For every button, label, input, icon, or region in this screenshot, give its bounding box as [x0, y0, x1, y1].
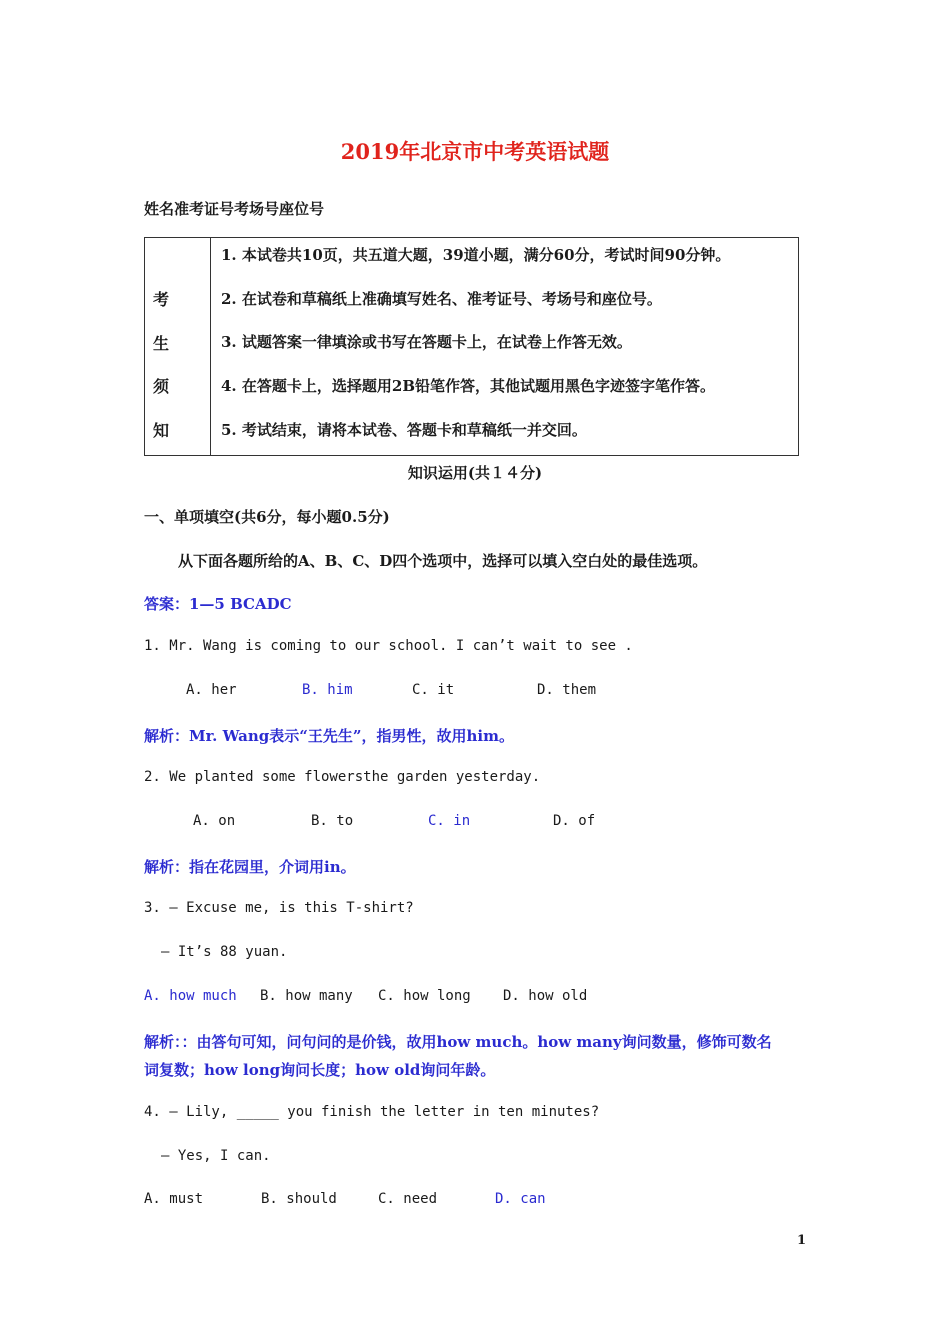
option: A. her: [186, 682, 237, 698]
question-stem: 2. We planted some flowersthe garden yesterday.: [144, 769, 541, 785]
notice-label-char: 生: [153, 334, 170, 353]
notice-item: 3. 试题答案一律填涂或书写在答题卡上，在试卷上作答无效。: [221, 333, 632, 351]
question-stem: 3. — Excuse me, is this T-shirt?: [144, 900, 414, 916]
analysis-text: 解析：：由答句可知，问句问的是价钱，故用how much。how many询问数量，修饰可数名: [144, 1033, 772, 1051]
answer-key: 答案：1—5 BCADC: [144, 595, 292, 613]
notice-item: 1. 本试卷共10页，共五道大题，39道小题，满分60分，考试时间90分钟。: [221, 246, 731, 264]
notice-label-char: 须: [153, 377, 170, 396]
option-correct: D. can: [495, 1191, 546, 1207]
option: B. to: [311, 813, 354, 829]
part-title: 一、单项填空(共6分，每小题0.5分): [144, 508, 390, 526]
analysis-text: 解析：指在花园里，介词用in。: [144, 858, 356, 876]
option: A. must: [144, 1191, 204, 1207]
option: C. how long: [378, 988, 471, 1004]
notice-label-char: 知: [153, 421, 170, 440]
notice-item: 5. 考试结束，请将本试卷、答题卡和草稿纸一并交回。: [221, 421, 587, 439]
option: B. how many: [260, 988, 353, 1004]
notice-item: 2. 在试卷和草稿纸上准确填写姓名、准考证号、考场号和座位号。: [221, 290, 662, 308]
candidate-info-line: 姓名准考证号考场号座位号: [144, 200, 325, 218]
option: D. how old: [503, 988, 588, 1004]
option: D. them: [537, 682, 597, 698]
notice-label-char: 考: [153, 290, 170, 309]
option: C. it: [412, 682, 455, 698]
question-reply: — Yes, I can.: [161, 1148, 271, 1164]
analysis-text: 解析：Mr. Wang表示“王先生”，指男性，故用him。: [144, 727, 514, 745]
page-number: 1: [796, 1233, 806, 1248]
notice-item: 4. 在答题卡上，选择题用2B铅笔作答，其他试题用黑色字迹签字笔作答。: [221, 377, 715, 395]
option: D. of: [553, 813, 596, 829]
instruction-text: 从下面各题所给的A、B、C、D四个选项中，选择可以填入空白处的最佳选项。: [178, 552, 708, 570]
question-stem: 4. — Lily, _____ you finish the letter in ten minutes?: [144, 1104, 600, 1120]
notice-table: [144, 237, 799, 456]
option-correct: B. him: [302, 682, 353, 698]
document-title: 2019年北京市中考英语试题: [340, 139, 610, 164]
option-correct: A. how much: [144, 988, 237, 1004]
option: A. on: [193, 813, 236, 829]
option: C. need: [378, 1191, 438, 1207]
question-reply: — It’s 88 yuan.: [161, 944, 288, 960]
analysis-text: 词复数；how long询问长度；how old询问年龄。: [144, 1061, 496, 1079]
option-correct: C. in: [428, 813, 471, 829]
section-title: 知识运用(共１４分): [407, 464, 543, 482]
option: B. should: [261, 1191, 337, 1207]
question-stem: 1. Mr. Wang is coming to our school. I can’t wait to see .: [144, 638, 633, 654]
notice-label-column: [145, 238, 211, 455]
